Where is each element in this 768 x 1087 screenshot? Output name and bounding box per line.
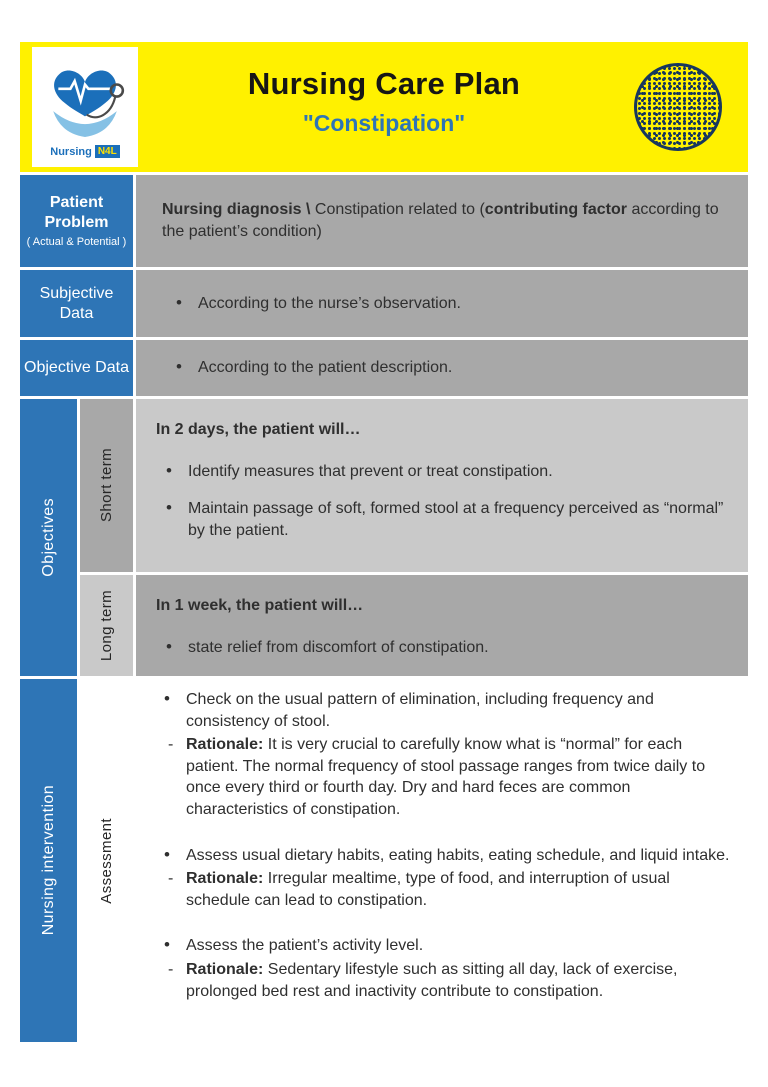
- assessment-rationale: [146, 868, 730, 911]
- intervention-label: Nursing intervention: [39, 785, 57, 936]
- long-term-label-cell: [80, 575, 133, 676]
- assessment-item: [146, 689, 730, 821]
- logo-name: Nursing: [50, 145, 92, 158]
- objectives-label-cell: [20, 399, 77, 676]
- long-term-label: Long term: [98, 589, 115, 662]
- intervention-section: [20, 679, 748, 1042]
- patient-problem-title: Patient Problem: [44, 193, 109, 231]
- care-plan-sheet: [20, 42, 748, 1042]
- logo-badge: N4L: [95, 145, 120, 158]
- short-term-bullet: • Identify measures that prevent or treat constipation.: [152, 461, 728, 483]
- patient-problem-note: ( Actual & Potential ): [26, 235, 127, 248]
- objectives-section: [20, 399, 748, 676]
- page-title: Nursing Care Plan: [247, 66, 521, 101]
- rationale-text: Irregular mealtime, type of food, and interruption of usual schedule can lead to constipation.: [186, 870, 670, 909]
- rationale-label: Rationale:: [186, 736, 264, 754]
- assessment-bullet: • Assess the patient’s activity level.: [146, 935, 730, 957]
- objectives-label: Objectives: [39, 498, 57, 577]
- short-term-cell: [136, 399, 748, 572]
- short-term-label: Short term: [98, 448, 115, 523]
- assessment-label: Assessment: [98, 817, 115, 904]
- page-subtitle: "Constipation": [302, 110, 466, 136]
- assessment-rationale: [146, 959, 730, 1002]
- diagnosis-text-2: according to the patient’s condition): [162, 201, 719, 240]
- objective-data-cell: [136, 340, 748, 396]
- rationale-text: Sedentary lifestyle such as sitting all day, lack of exercise, prolonged bed rest and inactivity contribute to constipation.: [186, 960, 678, 1000]
- short-term-bullet: • Maintain passage of soft, formed stool at a frequency perceived as “normal” by the patient.: [152, 498, 728, 541]
- diagnosis-text: [162, 199, 722, 242]
- long-term-cell: [136, 575, 748, 676]
- patient-problem-row: [20, 175, 748, 267]
- long-term-bullet: • state relief from discomfort of constipation.: [152, 637, 728, 659]
- assessment-item: [146, 935, 730, 1002]
- subjective-data-label: Subjective Data: [20, 270, 133, 337]
- objective-data-row: [20, 340, 748, 396]
- assessment-item: [146, 845, 730, 912]
- short-term-row: [80, 399, 748, 572]
- diagnosis-text-1: Constipation related to (: [310, 201, 485, 219]
- assessment-bullet: • Check on the usual pattern of elimination, including frequency and consistency of stool.: [146, 689, 730, 732]
- rationale-dash: -: [168, 736, 174, 754]
- subjective-data-cell: [136, 270, 748, 337]
- long-term-bullets: [152, 637, 728, 659]
- subjective-bullet: • According to the nurse’s observation.: [162, 293, 461, 315]
- logo-wordmark: [50, 145, 119, 158]
- intervention-label-cell: [20, 679, 77, 1042]
- subjective-bullets: [162, 293, 461, 315]
- subjective-data-row: [20, 270, 748, 337]
- patient-problem-label: [20, 175, 133, 267]
- assessment-label-cell: [80, 679, 133, 1042]
- rationale-label: Rationale:: [186, 870, 264, 888]
- assessment-bullet: • Assess usual dietary habits, eating habits, eating schedule, and liquid intake.: [146, 845, 730, 867]
- objectives-subrows: [80, 399, 748, 676]
- short-term-bullets: [152, 461, 728, 542]
- rationale-dash: -: [168, 960, 174, 978]
- diagnosis-cell: [136, 175, 748, 267]
- rationale-dash: -: [168, 870, 174, 888]
- qr-code: [634, 63, 722, 151]
- diagnosis-bold-2: contributing factor: [484, 201, 628, 219]
- short-term-label-cell: [80, 399, 133, 572]
- rationale-label: Rationale:: [186, 960, 264, 978]
- objective-data-label: Objective Data: [20, 340, 133, 396]
- long-term-row: [80, 575, 748, 676]
- rationale-text: It is very crucial to carefully know what is “normal” for each patient. The normal frequency of stool passage ranges from twice daily to once every third or fourth day. Dry and hard feces are common characteristics of constipation.: [186, 736, 706, 818]
- header-banner: [20, 42, 748, 172]
- diagnosis-bold-1: Nursing diagnosis \: [162, 201, 311, 219]
- long-term-heading: In 1 week, the patient will…: [156, 597, 364, 614]
- assessment-cell: [136, 679, 748, 1042]
- objective-bullet: • According to the patient description.: [162, 357, 452, 379]
- short-term-heading: In 2 days, the patient will…: [156, 421, 361, 438]
- assessment-rationale: [146, 734, 730, 820]
- objective-bullets: [162, 357, 452, 379]
